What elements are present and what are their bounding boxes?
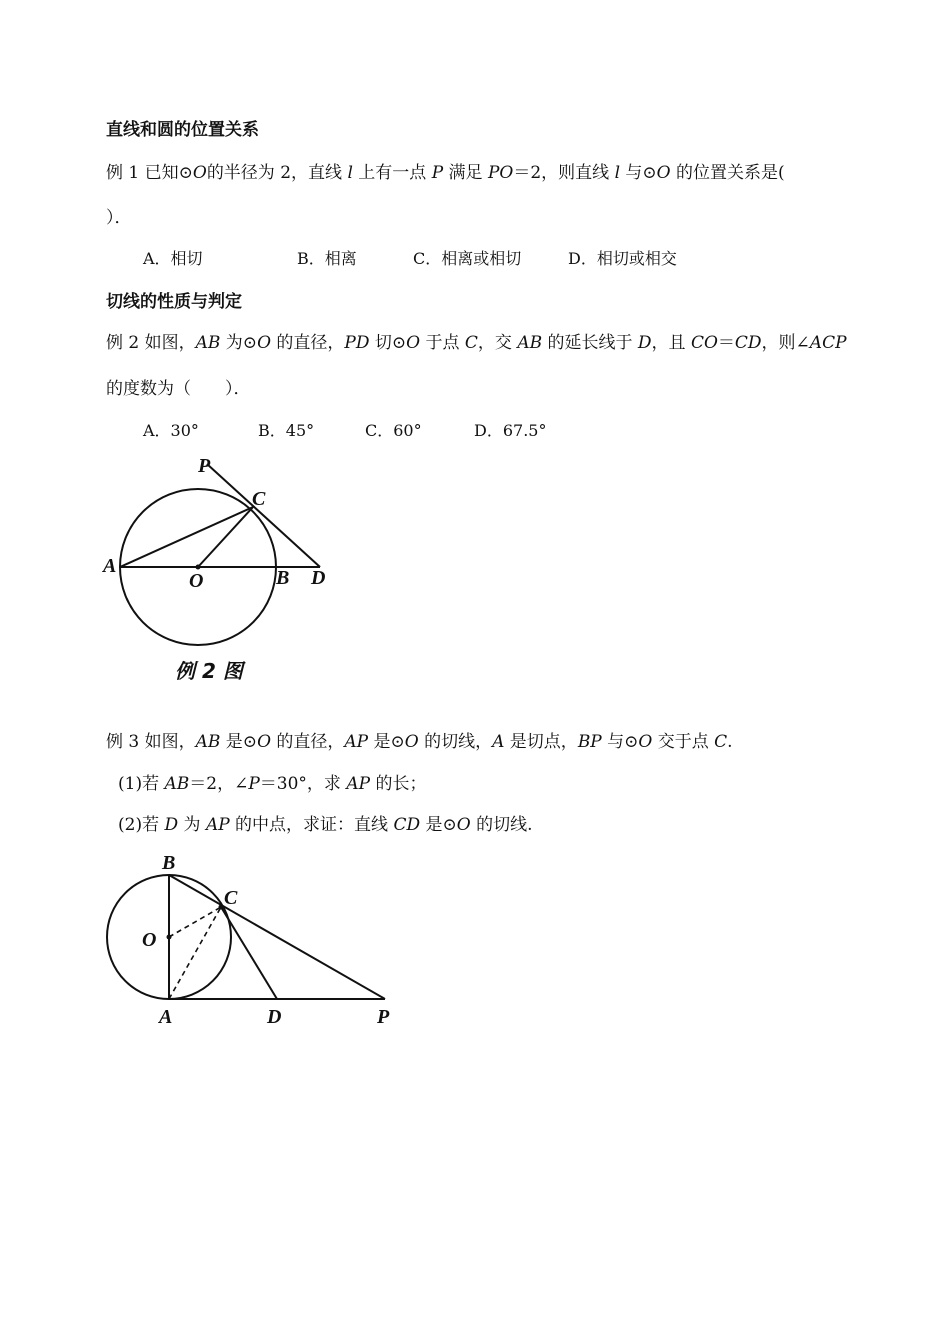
- example-2-option-d: D．67.5°: [474, 421, 547, 440]
- dashed-ac: [169, 907, 221, 999]
- example-3-question-2: (2)若 D 为 AP 的中点，求证：直线 CD 是⊙O 的切线.: [118, 815, 533, 835]
- figure-caption: 例 2 图: [175, 659, 243, 683]
- label-b: B: [162, 852, 176, 874]
- example-2-option-b: B．45°: [258, 421, 315, 440]
- example-3-figure: [95, 845, 415, 1035]
- example-1-line-1: 例 1 已知⊙O的半径为 2，直线 l 上有一点 P 满足 PO＝2，则直线 l 与⊙O 的位置关系是(: [106, 163, 785, 183]
- line-pd: [207, 464, 320, 567]
- label-b: B: [276, 567, 290, 589]
- example-1-option-a: A．相切: [143, 249, 203, 268]
- example-3-line-1: 例 3 如图，AB 是⊙O 的直径，AP 是⊙O 的切线，A 是切点，BP 与⊙O 交于点 C.: [106, 732, 733, 752]
- center-point: [196, 565, 201, 570]
- label-p: P: [198, 455, 211, 477]
- section-heading-position: 直线和圆的位置关系: [106, 120, 259, 140]
- example-1-option-d: D．相切或相交: [568, 249, 677, 268]
- label-p: P: [377, 1006, 390, 1028]
- dashed-oc: [169, 907, 221, 937]
- section-heading-tangent: 切线的性质与判定: [106, 292, 242, 312]
- center-point: [167, 935, 172, 940]
- example-1-line-2: ）．: [106, 208, 132, 228]
- label-d: D: [311, 567, 326, 589]
- label-a: A: [159, 1006, 173, 1028]
- example-2-line-2: 的度数为（ ）．: [106, 379, 251, 399]
- label-o: O: [142, 929, 157, 951]
- example-2-option-c: C．60°: [365, 421, 422, 440]
- example-3-question-1: (1)若 AB＝2，∠P＝30°，求 AP 的长；: [118, 774, 427, 794]
- example-2-line-1: 例 2 如图，AB 为⊙O 的直径，PD 切⊙O 于点 C，交 AB 的延长线于 D，且 CO＝CD，则∠ACP: [106, 333, 847, 353]
- example-1-option-c: C．相离或相切: [413, 249, 522, 268]
- line-oc: [198, 507, 253, 567]
- point-c: [219, 905, 224, 910]
- example-2-option-a: A．30°: [143, 421, 199, 440]
- example-2-figure: [95, 450, 355, 690]
- label-a: A: [103, 555, 117, 577]
- label-d: D: [267, 1006, 282, 1028]
- label-c: C: [252, 488, 266, 510]
- example-1-option-b: B．相离: [297, 249, 357, 268]
- line-bp: [169, 875, 385, 999]
- label-c: C: [224, 887, 238, 909]
- label-o: O: [189, 570, 204, 592]
